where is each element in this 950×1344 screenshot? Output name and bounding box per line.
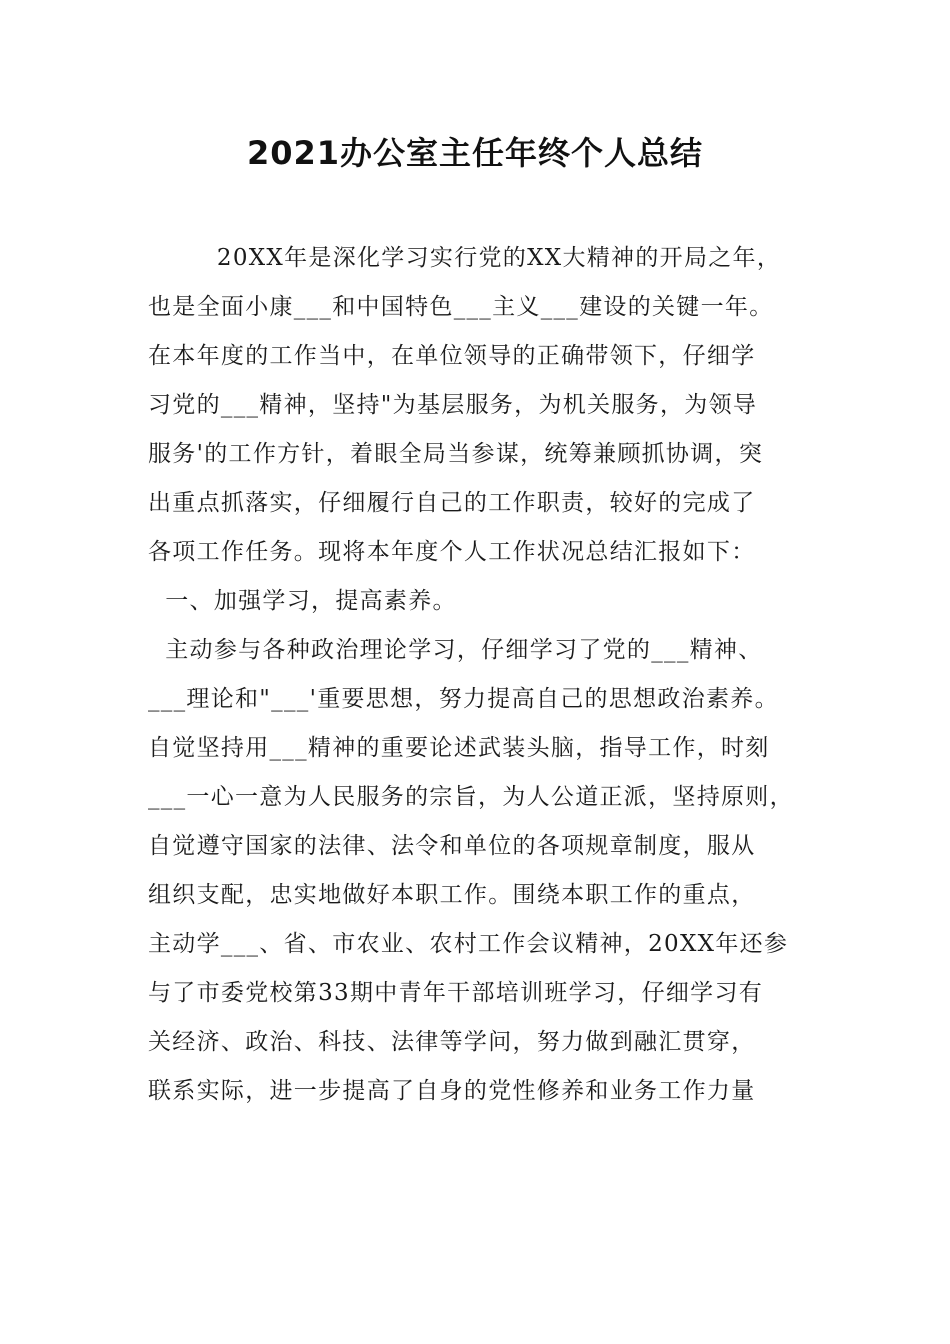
body-line: 主动参与各种政治理论学习，仔细学习了党的___精神、 (148, 637, 763, 663)
body-line: 20XX年是深化学习实行党的XX大精神的开局之年， (148, 245, 782, 271)
body-line: 各项工作任务。现将本年度个人工作状况总结汇报如下： (148, 539, 756, 565)
body-line: 也是全面小康___和中国特色___主义___建设的关键一年。 (148, 294, 774, 320)
body-line: 习党的___精神，坚持"为基层服务，为机关服务，为领导 (148, 392, 758, 418)
body-line: 出重点抓落实，仔细履行自己的工作职责，较好的完成了 (148, 490, 756, 516)
body-line: 自觉遵守国家的法律、法令和单位的各项规章制度，服从 (148, 833, 756, 859)
body-line: 与了市委党校第33期中青年干部培训班学习，仔细学习有 (148, 980, 764, 1006)
document-body (148, 238, 848, 1120)
body-line: ___一心一意为人民服务的宗旨，为人公道正派，坚持原则， (148, 784, 794, 810)
body-line: 在本年度的工作当中，在单位领导的正确带领下，仔细学 (148, 343, 756, 369)
section-heading: 一、加强学习，提高素养。 (148, 588, 457, 614)
body-line: 关经济、政治、科技、法律等学问，努力做到融汇贯穿， (148, 1029, 756, 1055)
document-title: 2021办公室主任年终个人总结 (246, 134, 704, 172)
body-line: 服务'的工作方针，着眼全局当参谋，统筹兼顾抓协调，突 (148, 441, 764, 467)
body-line: 主动学___、省、市农业、农村工作会议精神，20XX年还参 (148, 931, 789, 957)
body-line: 联系实际，进一步提高了自身的党性修养和业务工作力量 (148, 1078, 756, 1104)
body-line: 组织支配，忠实地做好本职工作。围绕本职工作的重点， (148, 882, 756, 908)
body-line: ___理论和"___'重要思想，努力提高自己的思想政治素养。 (148, 686, 779, 712)
body-line: 自觉坚持用___精神的重要论述武装头脑，指导工作，时刻 (148, 735, 770, 761)
